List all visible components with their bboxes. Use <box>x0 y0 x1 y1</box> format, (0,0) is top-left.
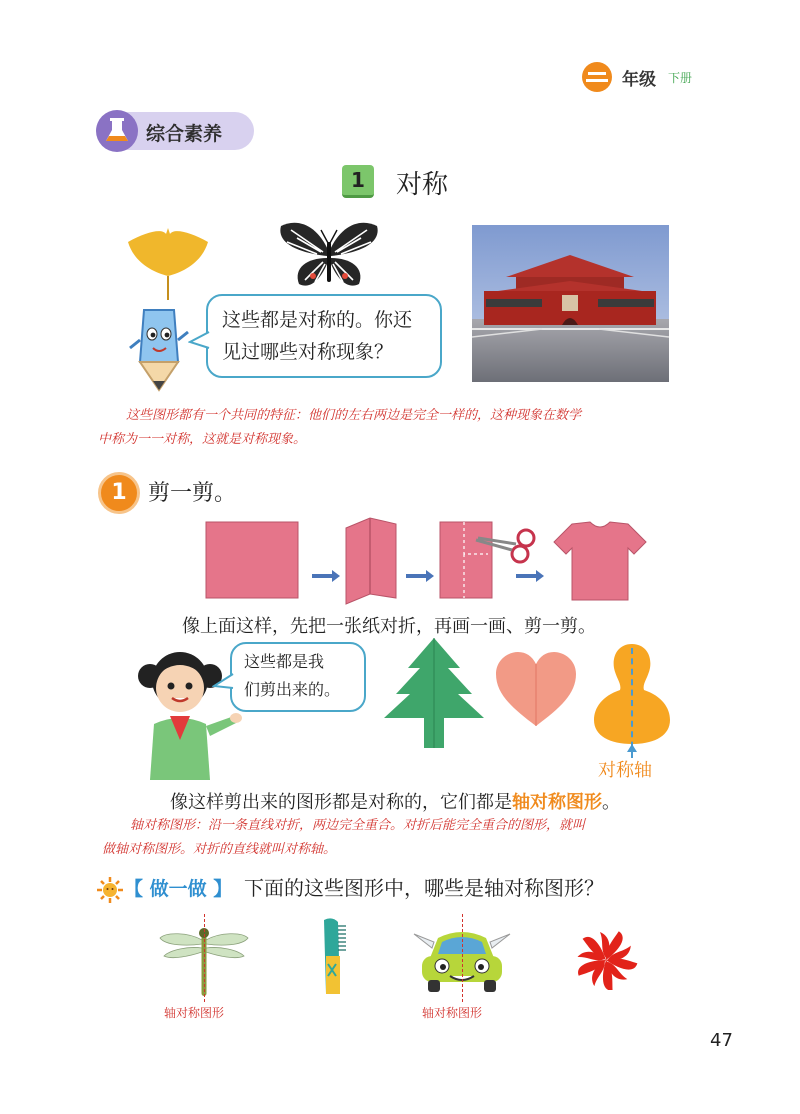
grade-badge-icon <box>582 62 612 92</box>
bubble-tail <box>188 330 210 352</box>
intro-speech-line-2: 见过哪些对称现象？ <box>222 341 394 363</box>
intro-note-line-2: 中称为一一对称，这就是对称现象。 <box>98 432 307 447</box>
ginkgo-leaf-image <box>126 220 210 300</box>
page-number: 47 <box>710 1030 733 1051</box>
arrow-icon <box>406 570 434 582</box>
girl-speech-bubble <box>230 642 366 712</box>
tiananmen-photo <box>472 225 669 382</box>
activity-note-line-1: 轴对称图形：沿一条直线对折，两边完全重合。对折后能完全重合的图形，就叫 <box>130 818 586 833</box>
lesson-number-badge <box>342 165 374 198</box>
grade-label: 年级 <box>622 70 656 90</box>
axis-arrow-icon <box>627 744 637 752</box>
intro-speech-bubble <box>206 294 442 378</box>
symmetry-axis-line <box>631 648 633 758</box>
bubble-tail <box>212 672 234 694</box>
dragonfly-axis-line <box>204 914 205 1002</box>
conclusion-term: 轴对称图形 <box>512 792 602 813</box>
paper-folding <box>346 518 396 604</box>
paper-shirt <box>554 522 646 600</box>
activity-instruction: 像上面这样，先把一张纸对折，再画一画、剪一剪。 <box>182 616 596 637</box>
practice-question: 下面的这些图形中，哪些是轴对称图形？ <box>244 876 604 900</box>
paper-heart-shape <box>496 652 576 728</box>
section-tag-label: 综合素养 <box>146 123 223 145</box>
lesson-number: 1 <box>351 168 365 192</box>
paper-folded <box>440 522 492 598</box>
practice-tag: 【 做一做 】 <box>124 878 233 900</box>
activity-note-line-2: 做轴对称图形。对折的直线就叫对称轴。 <box>102 842 337 857</box>
dragonfly-answer-label: 轴对称图形 <box>164 1006 225 1020</box>
activity-number-badge <box>98 472 140 514</box>
comb-image <box>316 916 350 998</box>
girl-speech-line-1: 这些都是我 <box>244 652 325 671</box>
axis-label: 对称轴 <box>598 760 652 781</box>
butterfly-image <box>277 218 381 294</box>
volume-label: 下册 <box>668 71 693 85</box>
car-answer-label: 轴对称图形 <box>422 1006 483 1020</box>
sun-icon <box>96 876 124 904</box>
intro-note-line-1: 这些图形都有一个共同的特征：他们的左右两边是完全一样的，这种现象在数学 <box>126 408 582 423</box>
pencil-mascot-image <box>126 304 192 396</box>
girl-student-image <box>130 640 242 780</box>
intro-speech-line-1: 这些都是对称的。你还 <box>222 309 413 331</box>
intro-note <box>98 404 726 452</box>
activity-note <box>102 814 730 862</box>
paper-square <box>206 522 298 598</box>
paper-tree-shape <box>380 638 488 748</box>
arrow-icon <box>312 570 340 582</box>
girl-speech-line-2: 们剪出来的。 <box>244 680 341 699</box>
paper-cutting-steps <box>200 514 660 610</box>
lesson-title: 对称 <box>396 170 449 200</box>
bauhinia-flower-image <box>574 930 638 990</box>
conclusion-suffix: 。 <box>602 792 620 813</box>
activity-title: 剪一剪。 <box>148 481 237 506</box>
car-axis-line <box>462 914 463 1002</box>
activity-number: 1 <box>111 480 127 505</box>
conclusion-prefix: 像这样剪出来的图形都是对称的，它们都是 <box>170 792 512 813</box>
arrow-icon <box>516 570 544 582</box>
section-tag <box>98 112 254 150</box>
flask-icon <box>96 110 138 152</box>
activity-conclusion <box>170 788 620 814</box>
